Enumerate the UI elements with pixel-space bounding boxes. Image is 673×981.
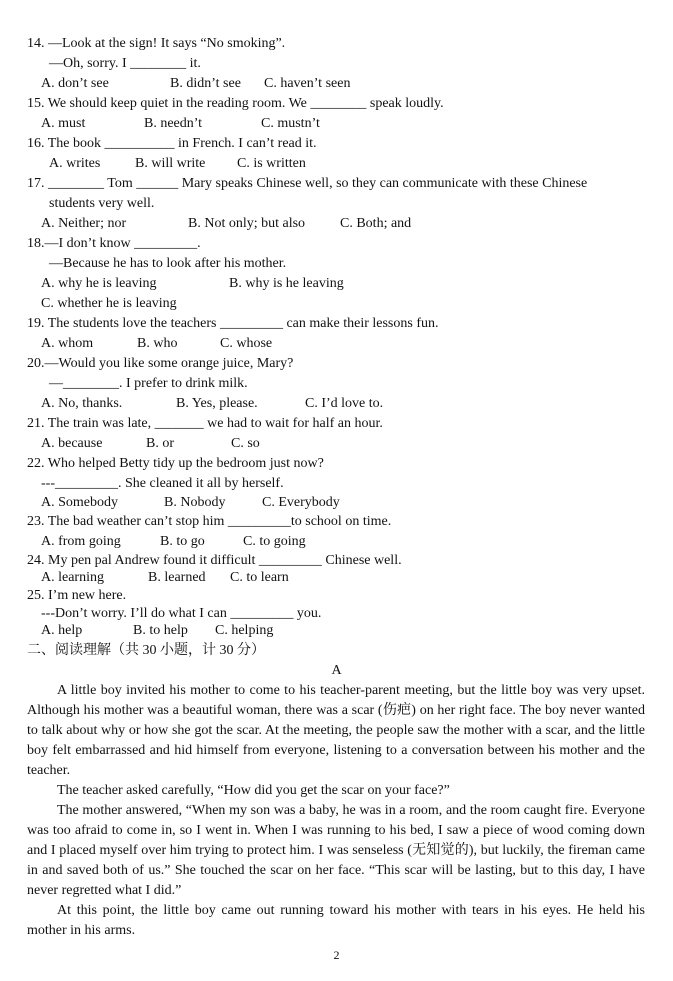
- question-17-options: [41, 214, 641, 234]
- option-a[interactable]: A. No, thanks.: [41, 396, 123, 411]
- question-16-options: [49, 154, 649, 174]
- option-b[interactable]: B. Nobody: [164, 495, 226, 510]
- option-a[interactable]: A. whom: [41, 336, 94, 351]
- option-b[interactable]: B. or: [146, 436, 174, 451]
- question-20-options: [41, 394, 641, 414]
- option-c[interactable]: C. I’d love to.: [305, 396, 384, 411]
- option-c[interactable]: C. is written: [237, 156, 306, 171]
- option-b[interactable]: B. learned: [148, 570, 206, 585]
- question-24-stem: 24. My pen pal Andrew found it difficult _________ Chinese well.: [27, 553, 402, 568]
- option-c[interactable]: C. so: [231, 436, 260, 451]
- passage-label: A: [331, 663, 342, 678]
- option-a[interactable]: A. don’t see: [41, 76, 109, 91]
- question-19-options: [41, 334, 641, 354]
- option-c[interactable]: C. Both; and: [340, 216, 412, 231]
- question-17-stem: 17. ________ Tom ______ Mary speaks Chinese well, so they can communicate with these Chinese: [27, 176, 588, 191]
- passage-paragraph-3: The mother answered, “When my son was a baby, he was in a room, and the room caught fire. Everyone was too afraid to come in, so I went in. When I was running to his bed, I saw a piece of wood coming down and I placed myself over him trying to protect him. I was senseless (无知觉的), but luckily, the fireman came in and saved both of us.” She touched the scar on her face. “This scar will be lasting, but to this day, I have never regretted what I did.”: [27, 803, 645, 898]
- section-heading: 二、阅读理解（共 30 小题，计 30 分）: [27, 643, 265, 658]
- question-19-stem: 19. The students love the teachers _________ can make their lessons fun.: [27, 316, 439, 331]
- option-c[interactable]: C. Everybody: [262, 495, 340, 510]
- option-b[interactable]: B. to help: [133, 623, 188, 638]
- question-18-options: [41, 274, 641, 294]
- question-25-stem: 25. I’m new here.: [27, 588, 127, 603]
- option-b[interactable]: B. will write: [135, 156, 206, 171]
- question-15-options: [41, 114, 641, 134]
- question-18-reply: —Because he has to look after his mother.: [49, 256, 287, 271]
- option-a[interactable]: A. help: [41, 623, 83, 638]
- option-c[interactable]: C. mustn’t: [261, 116, 320, 131]
- question-21-options: [41, 434, 641, 454]
- question-23-options: [41, 532, 641, 552]
- question-22-stem: 22. Who helped Betty tidy up the bedroom just now?: [27, 456, 324, 471]
- option-c[interactable]: C. whose: [220, 336, 273, 351]
- passage-paragraph-4: At this point, the little boy came out running toward his mother with tears in his eyes. He held his mother in his arms.: [27, 903, 645, 938]
- question-14-reply: —Oh, sorry. I ________ it.: [49, 56, 201, 71]
- question-22-options: [41, 493, 641, 513]
- question-24-options: [41, 568, 641, 588]
- option-b[interactable]: B. needn’t: [144, 116, 203, 131]
- option-c[interactable]: C. whether he is leaving: [41, 296, 177, 311]
- option-c[interactable]: C. to going: [243, 534, 306, 549]
- option-b[interactable]: B. why is he leaving: [229, 276, 344, 291]
- option-c[interactable]: C. to learn: [230, 570, 289, 585]
- question-23-stem: 23. The bad weather can’t stop him _________to school on time.: [27, 514, 392, 529]
- option-a[interactable]: A. why he is leaving: [41, 276, 157, 291]
- passage-paragraph-2: The teacher asked carefully, “How did you get the scar on your face?”: [57, 783, 450, 798]
- passage-paragraph-1: A little boy invited his mother to come to his teacher-parent meeting, but the little boy was very upset. Although his mother was a beautiful woman, there was a scar (伤疤) on her right face. The boy never wanted to talk about why or how she got the scar. At the meeting, the people saw the mother with a scar, and the little boy felt embarrassed and hid himself from everyone, listening to a conversation between his mother and the teacher.: [27, 683, 645, 778]
- option-a[interactable]: A. because: [41, 436, 103, 451]
- option-a[interactable]: A. learning: [41, 570, 104, 585]
- option-b[interactable]: B. who: [137, 336, 178, 351]
- option-a[interactable]: A. from going: [41, 534, 121, 549]
- question-16-stem: 16. The book __________ in French. I can’t read it.: [27, 136, 317, 151]
- question-20-reply: —________. I prefer to drink milk.: [49, 376, 248, 391]
- question-21-stem: 21. The train was late, _______ we had to wait for half an hour.: [27, 416, 383, 431]
- question-18-stem: 18.—I don’t know _________.: [27, 236, 201, 251]
- question-25-reply: ---Don’t worry. I’ll do what I can _________ you.: [41, 606, 322, 621]
- question-15-stem: 15. We should keep quiet in the reading room. We ________ speak loudly.: [27, 96, 444, 111]
- question-25-options: [41, 621, 641, 641]
- option-a[interactable]: A. writes: [49, 156, 101, 171]
- option-a[interactable]: A. Somebody: [41, 495, 118, 510]
- option-b[interactable]: B. didn’t see: [170, 76, 241, 91]
- option-c[interactable]: C. helping: [215, 623, 274, 638]
- option-a[interactable]: A. Neither; nor: [41, 216, 127, 231]
- option-b[interactable]: B. Yes, please.: [176, 396, 258, 411]
- page-number: 2: [333, 948, 340, 962]
- question-14-options: [41, 74, 641, 94]
- question-17-stem-cont: students very well.: [49, 196, 155, 211]
- question-20-stem: 20.—Would you like some orange juice, Mary?: [27, 356, 294, 371]
- option-c[interactable]: C. haven’t seen: [264, 76, 351, 91]
- question-22-reply: ---_________. She cleaned it all by herself.: [41, 476, 284, 491]
- option-b[interactable]: B. Not only; but also: [188, 216, 306, 231]
- option-b[interactable]: B. to go: [160, 534, 205, 549]
- option-a[interactable]: A. must: [41, 116, 86, 131]
- question-14-stem: 14. —Look at the sign! It says “No smoking”.: [27, 36, 286, 51]
